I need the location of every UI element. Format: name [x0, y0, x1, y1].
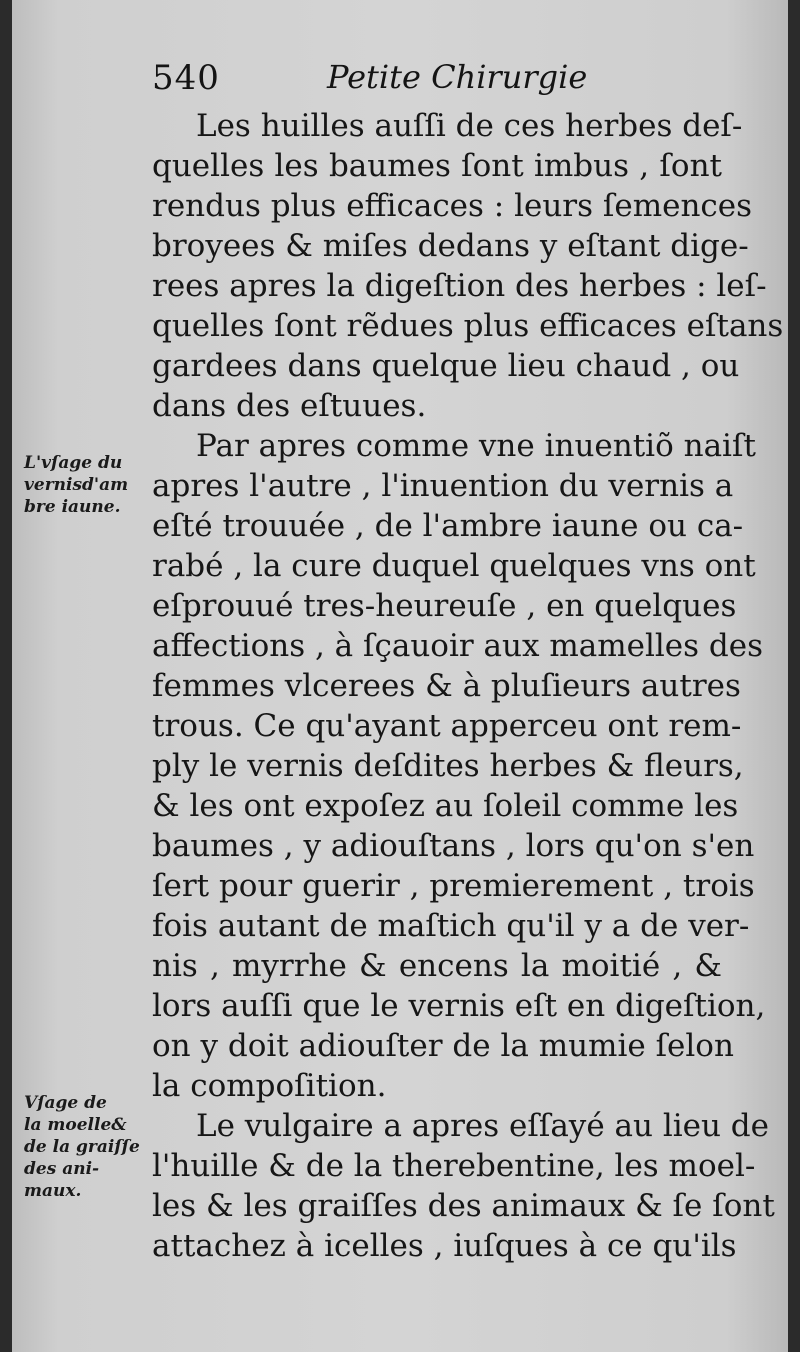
margin-note-moelle — [24, 1092, 154, 1202]
text-line: & les ont expoſez au ſoleil comme les — [152, 788, 739, 824]
text-line: rendus plus efficaces : leurs ſemences — [152, 188, 753, 224]
page-number: 540 — [152, 58, 220, 98]
text-line: baumes , y adiouſtans , lors qu'on s'en — [152, 828, 755, 864]
paragraph — [152, 426, 766, 1106]
text-line: affections , à ſçauoir aux mamelles des — [152, 628, 763, 664]
book-page — [12, 0, 788, 1352]
margin-note-line: vernisd'am — [24, 475, 129, 495]
text-line: attachez à icelles , iuſques à ce qu'ils — [152, 1228, 737, 1264]
paragraph — [152, 106, 784, 426]
text-line: ſert pour guerir , premierement , trois — [152, 868, 755, 904]
text-line: l'huille & de la therebentine, les moel- — [152, 1148, 756, 1184]
text-line: apres l'autre , l'inuention du vernis a — [152, 468, 734, 504]
text-line: quelles les baumes ſont imbus , ſont — [152, 148, 722, 184]
margin-note-line: la moelle& — [24, 1115, 127, 1135]
margin-note-vernis — [24, 452, 154, 518]
text-line: lors auſſi que le vernis eſt en digeſtion, — [152, 988, 766, 1024]
text-line: fois autant de maſtich qu'il y a de ver- — [152, 908, 750, 944]
page-header — [12, 58, 788, 108]
main-text — [152, 106, 784, 1266]
text-line: trous. Ce qu'ayant apperceu ont rem- — [152, 708, 742, 744]
text-line: dans des eſtuues. — [152, 388, 427, 424]
running-title: Petite Chirurgie — [327, 58, 588, 96]
text-line: gardees dans quelque lieu chaud , ou — [152, 348, 740, 384]
text-line: eſté trouuée , de l'ambre iaune ou ca- — [152, 508, 744, 544]
text-line: femmes vlcerees & à pluſieurs autres — [152, 668, 741, 704]
text-line: broyees & miſes dedans y eſtant dige- — [152, 228, 749, 264]
text-line: nis , myrrhe & encens la moitié , & — [152, 948, 722, 984]
text-line: ply le vernis deſdites herbes & fleurs, — [152, 748, 744, 784]
margin-note-line: de la graiſſe — [24, 1137, 140, 1157]
margin-note-line: Vſage de — [24, 1093, 107, 1113]
margin-note-line: bre iaune. — [24, 497, 121, 517]
margin-note-line: des ani- — [24, 1159, 100, 1179]
margin-note-line: L'vſage du — [24, 453, 123, 473]
text-line: Les huilles auſſi de ces herbes deſ- — [196, 108, 743, 144]
text-line: rabé , la cure duquel quelques vns ont — [152, 548, 756, 584]
text-line: eſprouué tres-heureuſe , en quelques — [152, 588, 737, 624]
text-line: quelles ſont rẽdues plus efficaces eſtans — [152, 308, 784, 344]
paragraph — [152, 1106, 775, 1266]
text-line: la compoſition. — [152, 1068, 387, 1104]
text-line: rees apres la digeſtion des herbes : leſ- — [152, 268, 767, 304]
margin-note-line: maux. — [24, 1181, 82, 1201]
text-line: Par apres comme vne inuentiõ naiſt — [196, 428, 756, 464]
text-line: on y doit adiouſter de la mumie ſelon — [152, 1028, 734, 1064]
text-line: les & les graiſſes des animaux & ſe ſont — [152, 1188, 775, 1224]
text-line: Le vulgaire a apres eſſayé au lieu de — [196, 1108, 770, 1144]
